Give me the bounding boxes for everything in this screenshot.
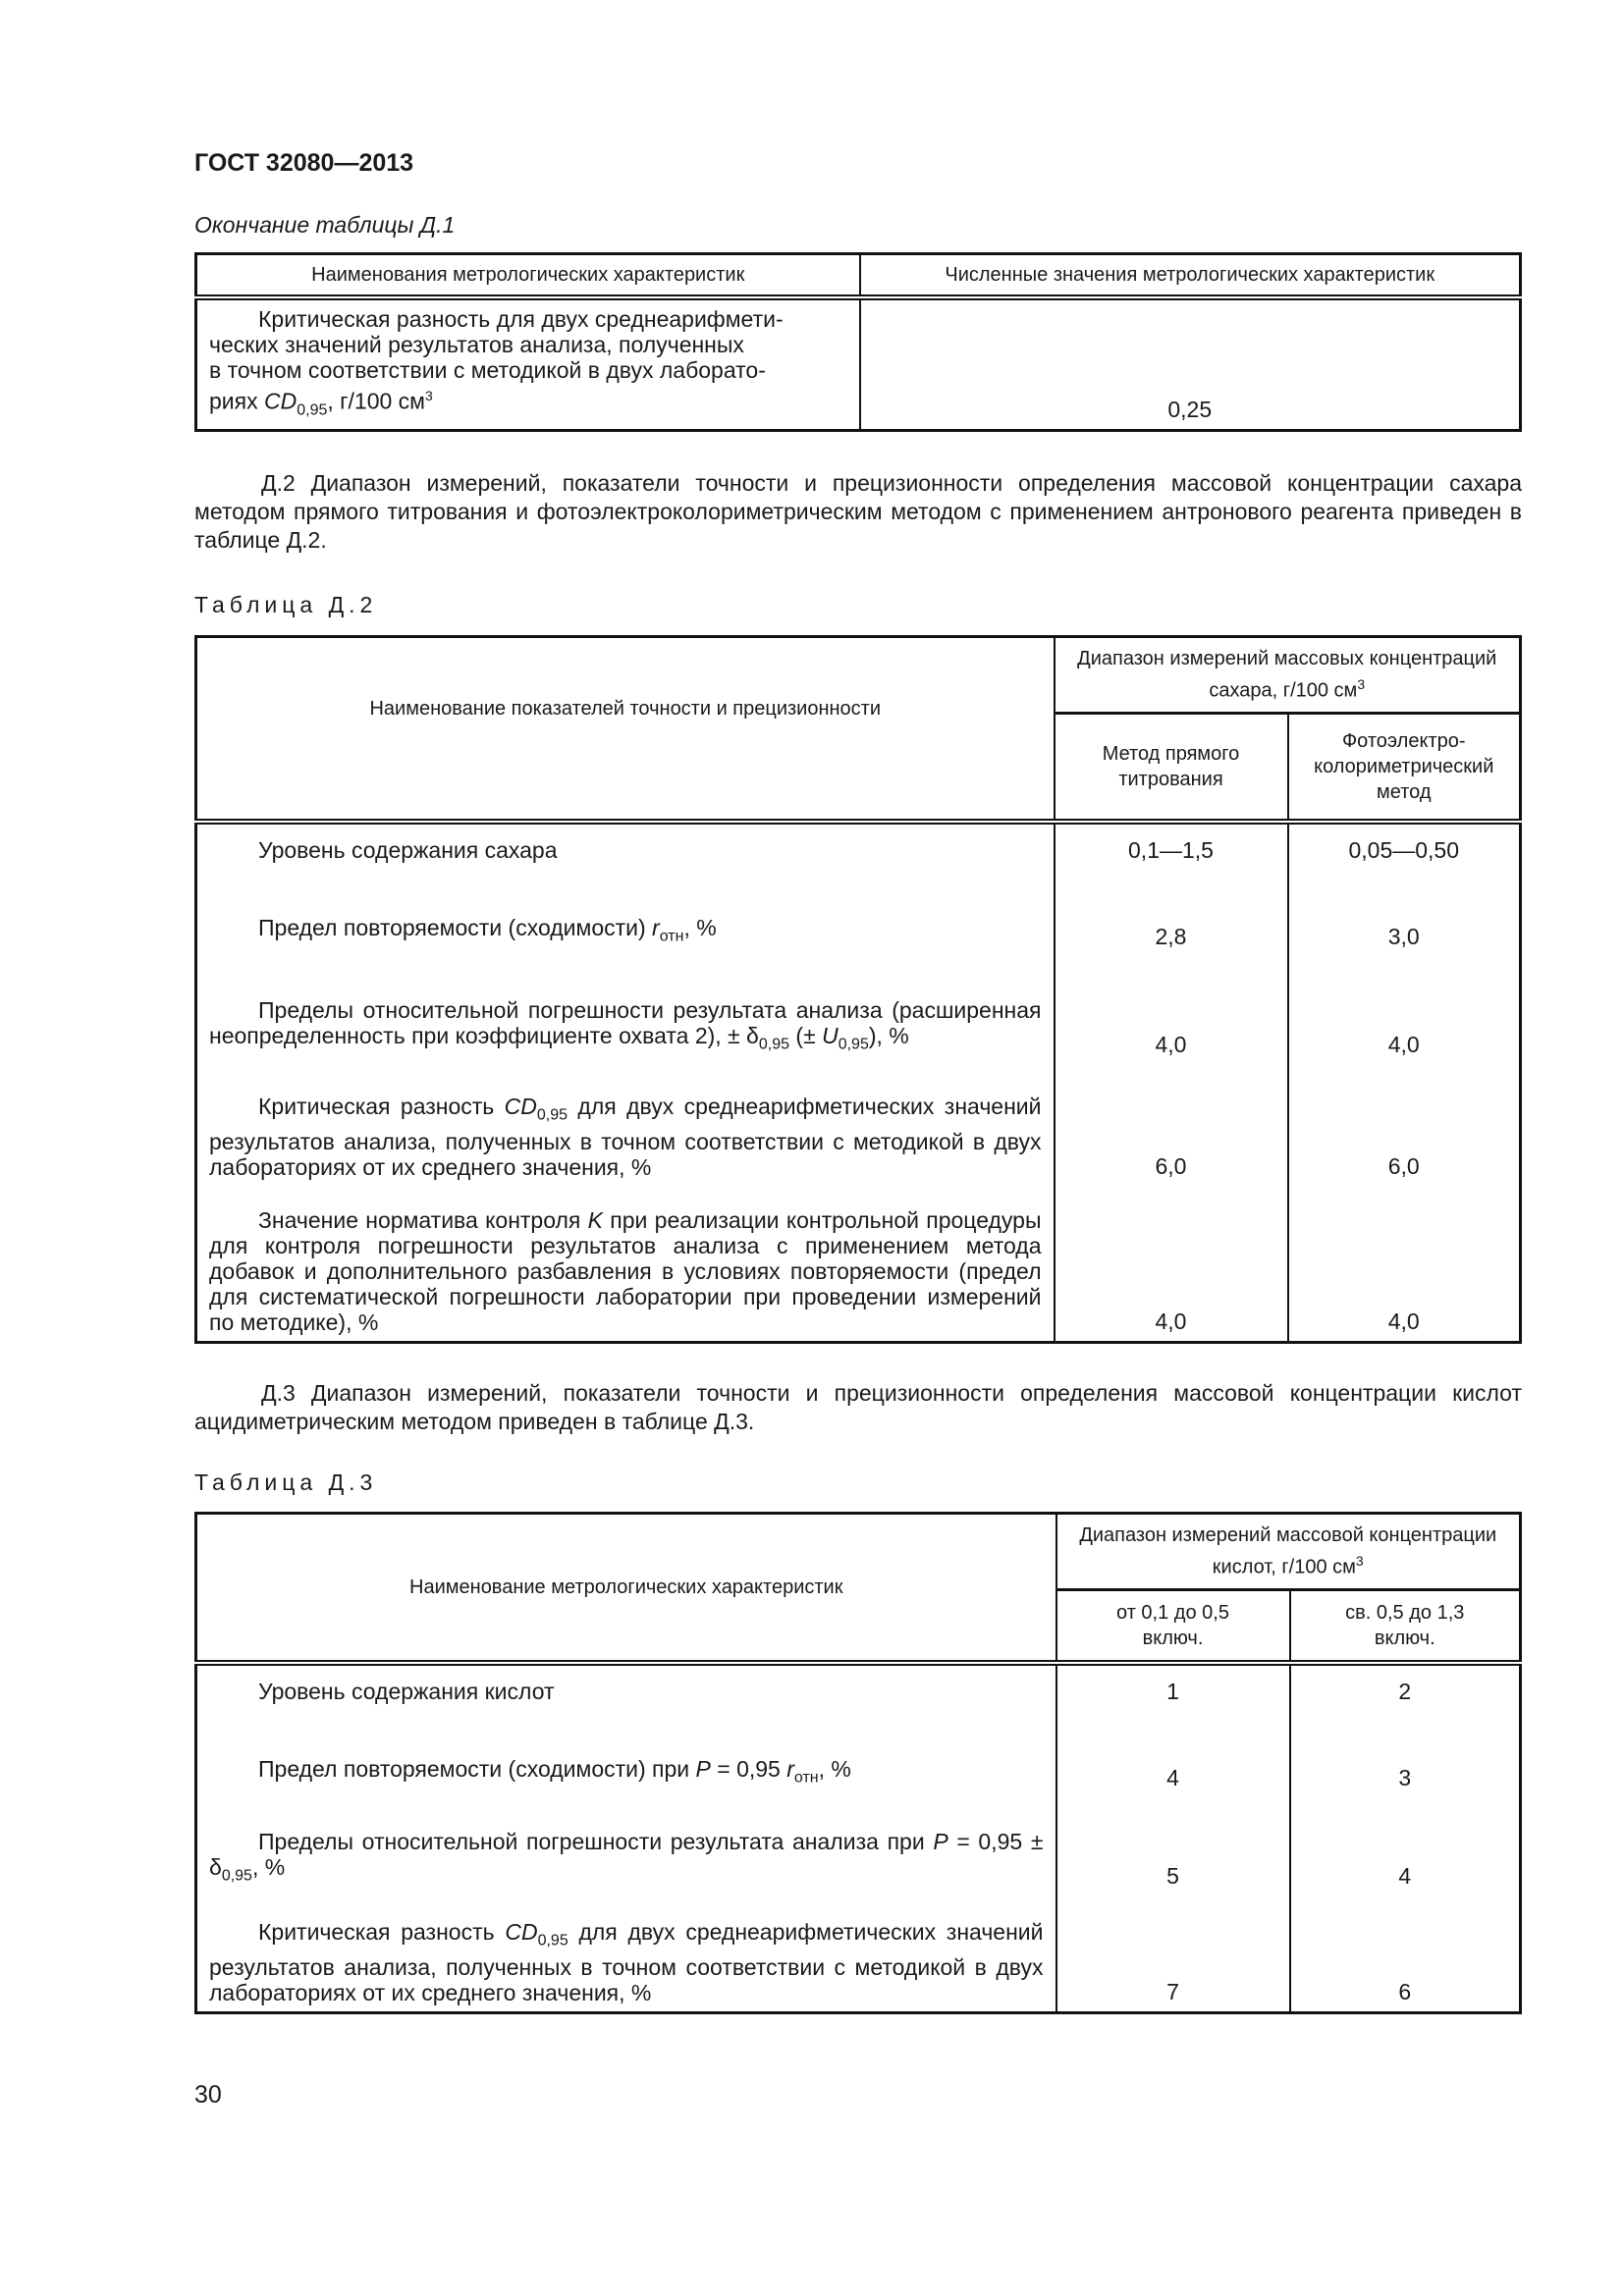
row-name-line: в точном соответствии с методикой в двух лаборато- [209,356,766,383]
subscript: отн [793,1769,819,1787]
row-name-text: для двух среднеарифметических значений результатов анализа, полученных в точном соответствии с методикой в двух лабораториях от их среднего значения, % [209,1093,1042,1180]
paragraph-d2: Д.2 Диапазон измерений, показатели точности и прецизионности определения массовой концентрации сахара методом прямого титрования и фотоэлектроколориметрическим методом с применением антронового реагента приведен в таблице Д.2. [194,470,1522,553]
unit: , г/100 см [327,388,425,414]
table-row [196,1896,1521,2013]
subscript: отн [659,928,684,945]
row-value: 0,1—1,5 [1055,822,1288,882]
row-name-line: Критическая разность для двух среднеарифмети- [258,305,784,332]
row-value: 6 [1290,1896,1521,2013]
row-name-text: при реализации контрольной процедуры для контроля погрешности результатов анализа с применением метода добавок и дополнительного разбавления в условиях повторяемости (предел для систематической погрешности лаборатории при проведении измерений по методике), % [209,1207,1042,1335]
group-header-text: Диапазон измерений массовых концентраций сахара, г/100 см [1077,648,1497,702]
row-name: Уровень содержания кислот [196,1663,1056,1724]
group-header-text: Диапазон измерений массовой концентрации кислот, г/100 см [1079,1524,1497,1578]
table-d3 [194,1512,1522,2014]
subscript: 0,95 [537,1933,568,1949]
subscript: 0,95 [221,1867,252,1885]
symbol: r [652,914,660,940]
symbol: CD [505,1919,538,1946]
row-name-text: , % [683,914,717,940]
row-name-text: ), % [868,1022,909,1048]
row-value: 4,0 [1288,1186,1521,1343]
row-value: 7 [1056,1896,1290,2013]
row-value: 1 [1056,1663,1290,1724]
subscript: 0,95 [758,1036,790,1053]
column-header-text: Наименование показателей точности и прецизионности [369,697,882,720]
row-name-text: = 0,95 ± δ [209,1828,1044,1880]
column-header: Численные значения метрологических характеристик [860,254,1521,297]
symbol: P [695,1755,711,1782]
row-value: 2,8 [1055,882,1288,956]
row-name [196,1724,1056,1797]
table-caption: Таблица Д.3 [194,1469,378,1495]
symbol: P [933,1828,948,1854]
table-d1 [194,252,1522,432]
table-d2 [194,635,1522,1344]
table-row [196,1724,1521,1797]
row-value: 0,05—0,50 [1288,822,1521,882]
row-name-text: Критическая разность [258,1093,505,1119]
row-name [196,1896,1056,2013]
row-name-text: , % [818,1755,851,1782]
superscript: 3 [425,387,433,403]
column-header: Наименования метрологических характеристик [196,254,860,297]
row-name-text: , % [251,1853,286,1880]
row-name-text: Предел повторяемости (сходимости) [258,914,653,940]
row-name [196,1064,1055,1186]
table-row [196,1797,1521,1896]
document-id: ГОСТ 32080—2013 [194,149,414,177]
table-caption: Таблица Д.2 [194,592,378,617]
row-value: 3,0 [1288,882,1521,956]
superscript: 3 [1357,676,1366,693]
row-name-line: риях [209,388,258,414]
column-header [196,637,1055,822]
row-value: 4 [1290,1797,1521,1896]
group-header [1056,1514,1521,1590]
page-number: 30 [194,2081,222,2109]
superscript: 3 [1355,1553,1364,1570]
row-value: 5 [1056,1797,1290,1896]
row-name [196,956,1055,1064]
row-name: Уровень содержания сахара [196,822,1055,882]
symbol: U [822,1022,839,1048]
row-value: 6,0 [1055,1064,1288,1186]
column-header-text: Наименование метрологических характеристик [409,1575,843,1598]
row-value: 4,0 [1055,1186,1288,1343]
row-name [196,297,860,431]
table-continuation-caption: Окончание таблицы Д.1 [194,212,456,238]
row-name [196,1186,1055,1343]
symbol: CD [263,388,298,414]
row-name-text: (± [789,1022,823,1048]
row-name-line: ческих значений результатов анализа, полученных [209,331,744,357]
paragraph-d3: Д.3 Диапазон измерений, показатели точности и прецизионности определения массовой концентрации кислот ацидиметрическим методом приведен в таблице Д.3. [194,1380,1522,1434]
symbol: CD [504,1093,537,1119]
row-name-text: Критическая разность [258,1919,506,1946]
row-value: 0,25 [860,297,1521,431]
group-header [1055,637,1521,714]
row-value: 2 [1290,1663,1521,1724]
row-name-text: Пределы относительной погрешности результата анализа при [258,1828,934,1854]
sub-column-header: от 0,1 до 0,5 включ. [1056,1590,1290,1663]
table-row [196,1663,1521,1724]
column-header [196,1514,1056,1663]
row-name [196,882,1055,956]
table-row [196,1186,1521,1343]
row-name-text: = 0,95 [710,1755,787,1782]
sub-column-header: Фотоэлектро-колориметрический метод [1288,714,1521,822]
row-value: 3 [1290,1724,1521,1797]
table-row [196,1064,1521,1186]
table-row [196,956,1521,1064]
table-row [196,822,1521,882]
table-row [196,882,1521,956]
row-name [196,1797,1056,1896]
row-name-text: Пределы относительной погрешности результата анализа (расширенная неопределенность при коэффициенте охвата 2), ± δ [209,996,1042,1048]
row-value: 4 [1056,1724,1290,1797]
subscript: 0,95 [838,1036,869,1053]
row-name-text: Значение норматива контроля [258,1207,588,1233]
row-value: 4,0 [1288,956,1521,1064]
sub-column-header: св. 0,5 до 1,3 включ. [1290,1590,1521,1663]
symbol: r [786,1755,794,1782]
row-value: 6,0 [1288,1064,1521,1186]
row-value: 4,0 [1055,956,1288,1064]
subscript: 0,95 [536,1106,568,1124]
subscript: 0,95 [297,401,328,418]
row-name-text: для двух среднеарифметических значений результатов анализа, полученных в точном соответствии с методикой в двух лабораториях от их среднего значения, % [209,1919,1044,2005]
row-name-text: Предел повторяемости (сходимости) при [258,1755,696,1782]
sub-column-header: Метод прямого титрования [1055,714,1288,822]
symbol: K [587,1207,604,1233]
